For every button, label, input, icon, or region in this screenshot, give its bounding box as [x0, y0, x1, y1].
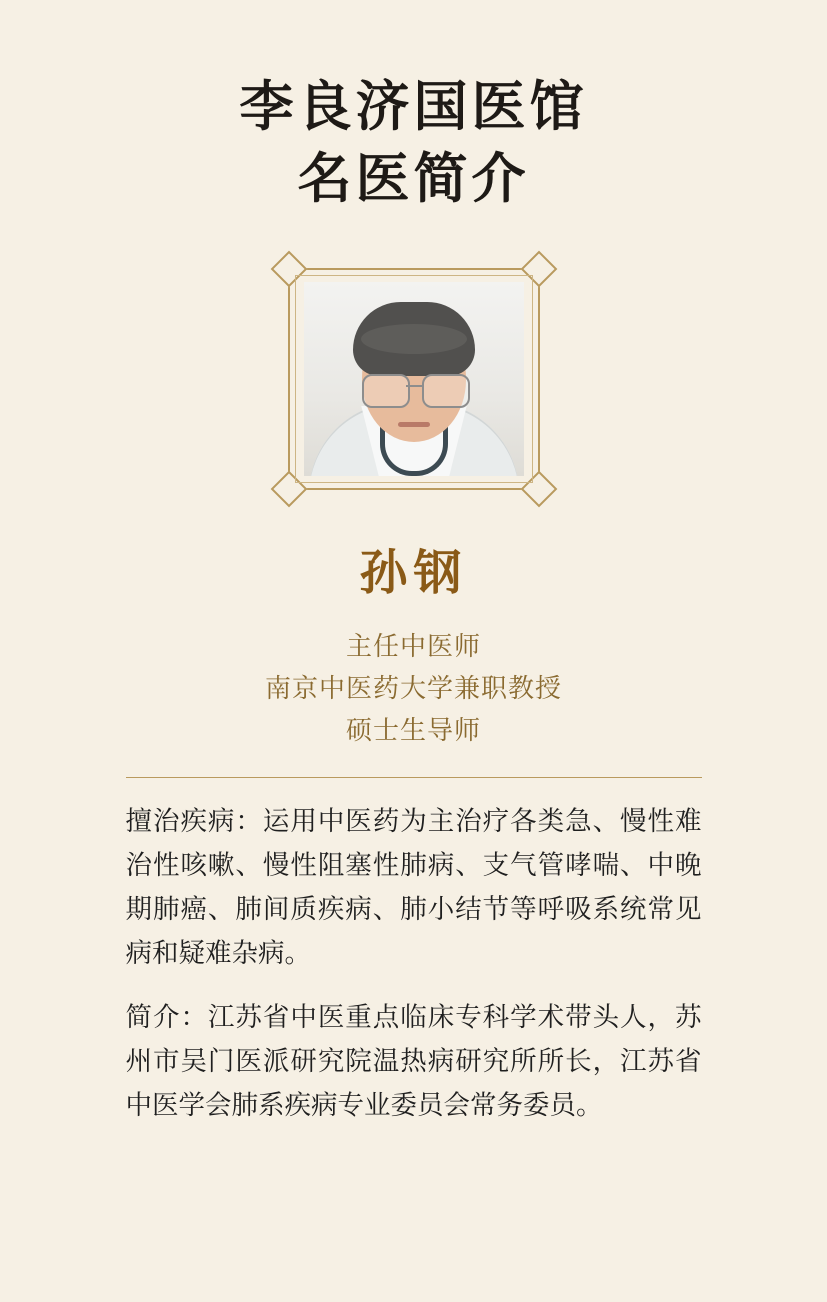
specialties-paragraph: 擅治疾病：运用中医药为主治疗各类急、慢性难治性咳嗽、慢性阻塞性肺病、支气管哮喘、中晚期肺癌、肺间质疾病、肺小结节等呼吸系统常见病和疑难杂病。	[125, 805, 702, 968]
title-line-1: 李良济国医馆	[239, 77, 588, 137]
doctor-title-2: 硕士生导师	[345, 714, 481, 745]
doctor-title-0: 主任中医师	[345, 630, 481, 661]
biography-paragraph: 简介：江苏省中医重点临床专科学术带头人，苏州市吴门医派研究院温热病研究所所长，江苏省中医学会肺系疾病专业委员会常务委员。	[125, 1001, 702, 1120]
glasses-lens-left	[362, 374, 410, 408]
glasses-lens-right	[422, 374, 470, 408]
glasses-bridge	[406, 385, 422, 387]
page-title	[240, 72, 588, 216]
title-line-2: 名医简介	[297, 148, 530, 209]
doctor-title-1: 南京中医药大学兼职教授	[264, 672, 562, 703]
section-divider	[126, 777, 702, 778]
photo-mouth	[398, 422, 430, 427]
portrait-frame	[288, 268, 540, 490]
photo-hair	[353, 302, 475, 376]
doctor-name: 孙钢	[359, 546, 468, 600]
doctor-description	[126, 800, 702, 1128]
doctor-photo	[304, 282, 524, 476]
doctor-titles	[265, 625, 562, 751]
